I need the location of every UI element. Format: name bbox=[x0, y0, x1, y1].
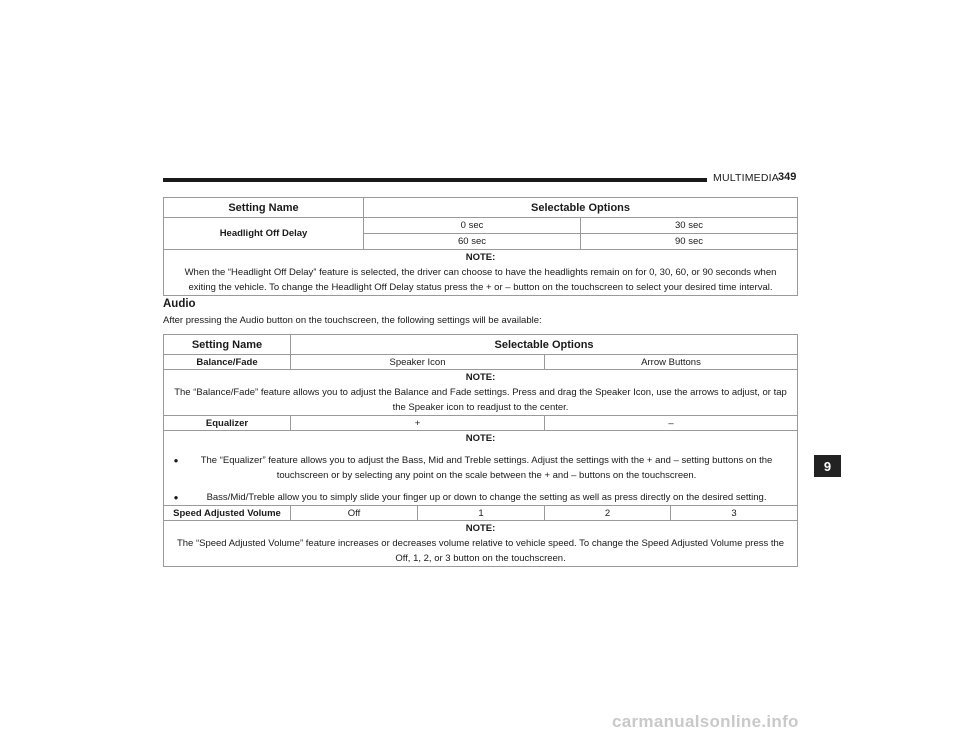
headlight-note bbox=[164, 250, 798, 296]
option-cell: – bbox=[545, 416, 798, 431]
bullet-icon: ● bbox=[173, 456, 179, 465]
column-header-selectable-options: Selectable Options bbox=[364, 198, 798, 218]
note-label: NOTE: bbox=[465, 523, 496, 534]
headlight-settings-table bbox=[163, 197, 798, 296]
option-cell: Off bbox=[291, 506, 418, 521]
setting-name-headlight-off-delay: Headlight Off Delay bbox=[164, 218, 364, 250]
section-title: MULTIMEDIA bbox=[713, 172, 779, 184]
setting-name-speed-adjusted-volume: Speed Adjusted Volume bbox=[164, 506, 291, 521]
column-header-selectable-options: Selectable Options bbox=[291, 335, 798, 355]
column-header-setting-name: Setting Name bbox=[164, 335, 291, 355]
option-cell: 2 bbox=[545, 506, 671, 521]
audio-heading: Audio bbox=[163, 298, 196, 310]
note-text: The “Speed Adjusted Volume” feature increases or decreases volume relative to vehicle speed. To change the Speed Adjusted Volume press the Off, 1, 2, or 3 button on the touchscreen. bbox=[176, 538, 785, 564]
header-rule bbox=[163, 178, 707, 182]
bullet-icon: ● bbox=[173, 493, 179, 502]
option-cell: 60 sec bbox=[364, 234, 581, 250]
note-label: NOTE: bbox=[465, 252, 496, 263]
balance-note bbox=[164, 370, 798, 416]
speed-note bbox=[164, 521, 798, 567]
option-cell: + bbox=[291, 416, 545, 431]
option-cell: 90 sec bbox=[581, 234, 798, 250]
note-label: NOTE: bbox=[465, 372, 496, 383]
note-text: When the “Headlight Off Delay” feature is selected, the driver can choose to have the headlights remain on for 0, 30, 60, or 90 seconds when exiting the vehicle. To change the Headlight Off Delay status press the + or – button on the touchscreen to select your desired time interval. bbox=[184, 267, 777, 293]
option-cell: 3 bbox=[671, 506, 798, 521]
watermark: carmanualsonline.info bbox=[612, 712, 799, 731]
option-cell: 30 sec bbox=[581, 218, 798, 234]
list-item: ● Bass/Mid/Treble allow you to simply slide your finger up or down to change the setting as well as press directly on the desired setting. bbox=[170, 490, 791, 505]
option-cell: Speaker Icon bbox=[291, 355, 545, 370]
list-item: ● The “Equalizer” feature allows you to adjust the Bass, Mid and Treble settings. Adjust the settings with the + and – setting buttons on the touchscreen or by selecting any point on the scale between the + and – buttons on the touchscreen. bbox=[170, 453, 791, 483]
setting-name-equalizer: Equalizer bbox=[164, 416, 291, 431]
audio-settings-table bbox=[163, 334, 798, 567]
equalizer-note bbox=[164, 431, 798, 506]
setting-name-balance-fade: Balance/Fade bbox=[164, 355, 291, 370]
page-number: 349 bbox=[778, 171, 797, 183]
option-cell: Arrow Buttons bbox=[545, 355, 798, 370]
column-header-setting-name: Setting Name bbox=[164, 198, 364, 218]
note-label: NOTE: bbox=[465, 433, 496, 444]
option-cell: 1 bbox=[418, 506, 545, 521]
note-text: The “Balance/Fade” feature allows you to adjust the Balance and Fade settings. Press and drag the Speaker Icon, use the arrows to adjust, or tap the Speaker icon to readjust to the center. bbox=[174, 387, 787, 413]
chapter-tab: 9 bbox=[814, 455, 841, 477]
audio-intro: After pressing the Audio button on the touchscreen, the following settings will be available: bbox=[163, 315, 542, 326]
option-cell: 0 sec bbox=[364, 218, 581, 234]
